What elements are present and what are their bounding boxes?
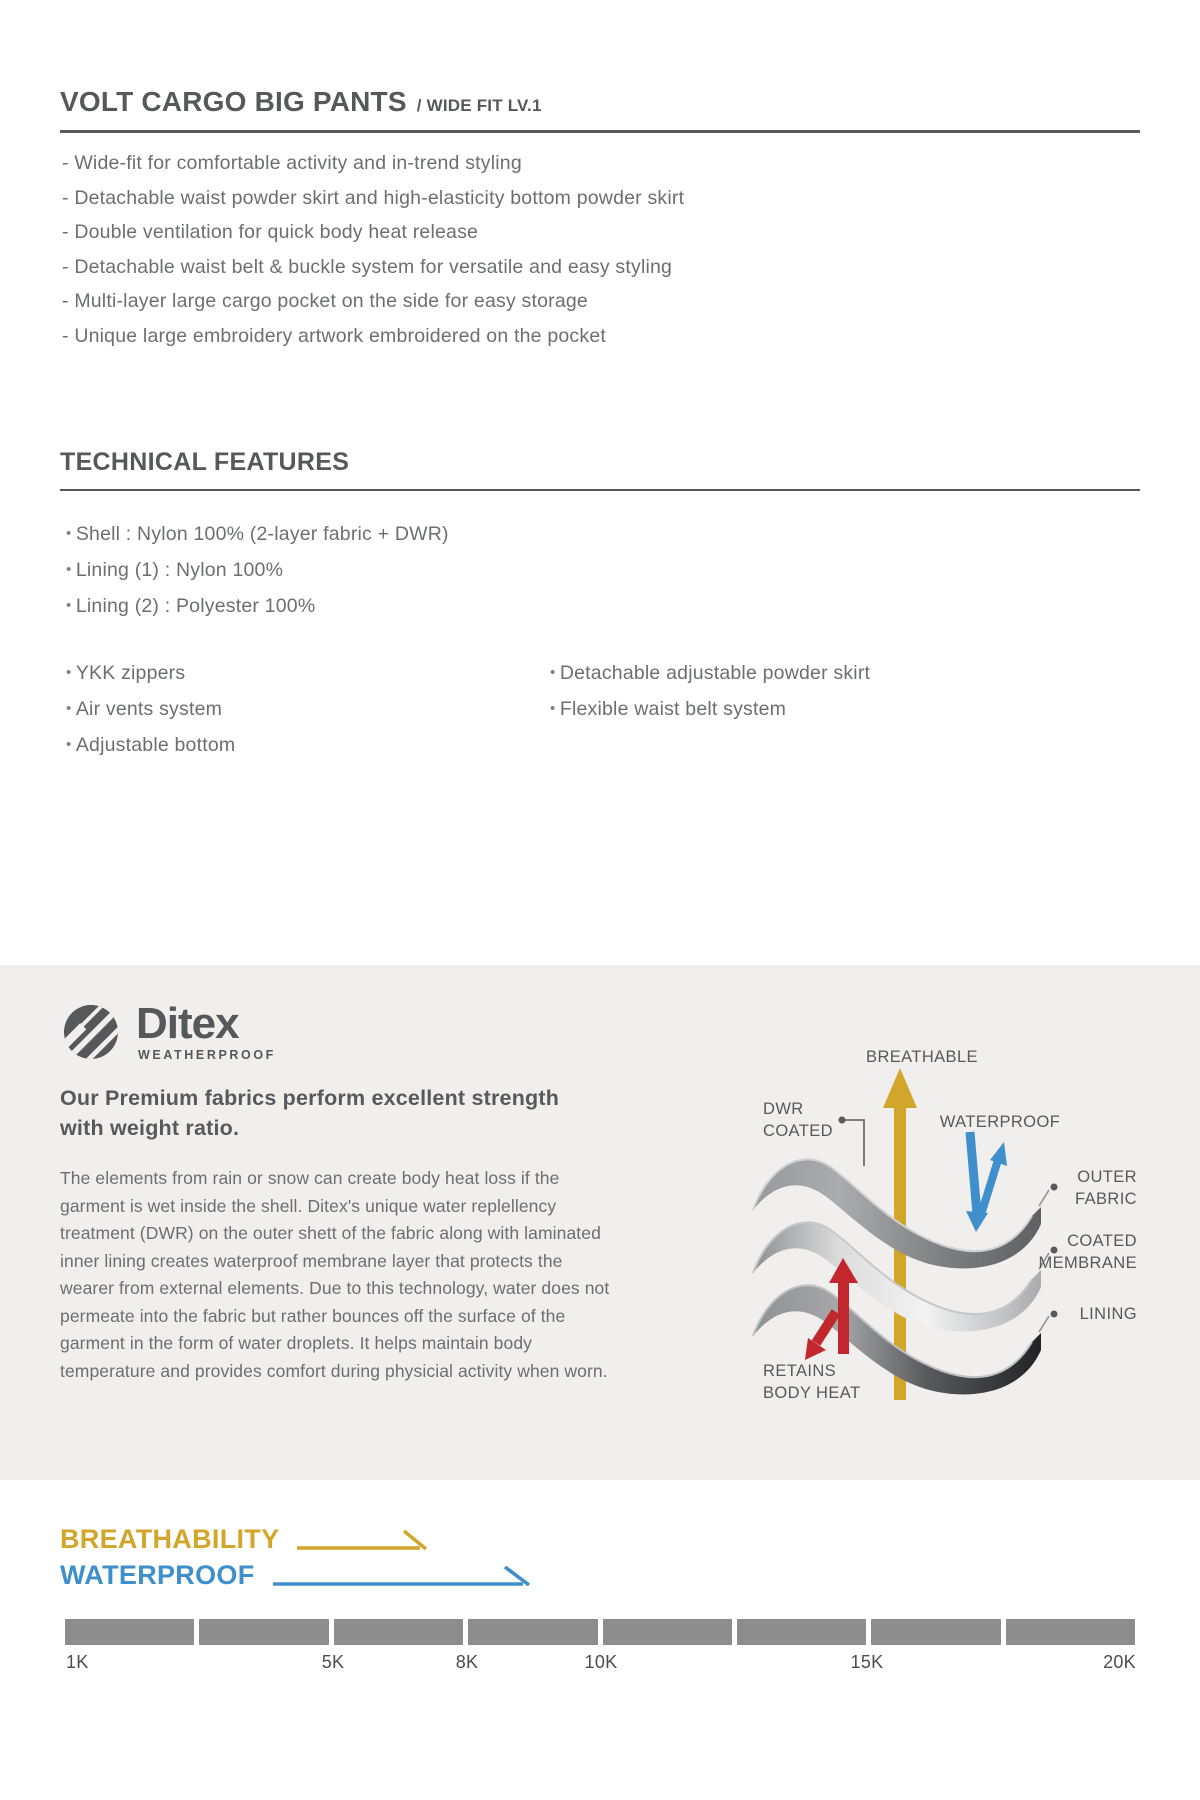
dwr-coated-label: COATED (763, 1122, 833, 1140)
ditex-brand-text (136, 999, 276, 1062)
breathability-row (60, 1521, 445, 1557)
material-item: • Lining (2) : Polyester 100% (66, 588, 449, 624)
details-list-right (550, 655, 870, 727)
coated-membrane-label: COATED (1067, 1232, 1137, 1250)
dwr-coated-label: DWR (763, 1100, 804, 1118)
scale-segment (1006, 1619, 1135, 1645)
fabric-layers-diagram (640, 1020, 1160, 1420)
ditex-logo-icon (62, 1003, 120, 1061)
materials-list (66, 516, 449, 624)
ditex-brand-name: Ditex (136, 999, 239, 1048)
scale-segment (737, 1619, 866, 1645)
scale-segment (334, 1619, 463, 1645)
waterproof-arrow-icon (271, 1563, 551, 1593)
feature-item: - Detachable waist belt & buckle system for versatile and easy styling (62, 250, 1062, 285)
waterproof-label: WATERPROOF (939, 1113, 1061, 1131)
breathability-label: BREATHABILITY (60, 1523, 280, 1554)
breathability-arrow-icon (295, 1527, 445, 1557)
detail-item: • YKK zippers (66, 655, 235, 691)
ditex-brand-row (62, 999, 276, 1062)
breathable-label: BREATHABLE (866, 1048, 978, 1066)
scale-segment (468, 1619, 597, 1645)
scale-tick: 5K (321, 1652, 345, 1672)
ditex-brand-tagline: WEATHERPROOF (138, 1048, 276, 1062)
scale-tick: 20K (1103, 1652, 1136, 1672)
waterproof-row (60, 1557, 551, 1593)
coated-membrane-label: MEMBRANE (1038, 1254, 1137, 1272)
details-list-left (66, 655, 235, 763)
feature-list (62, 146, 1062, 353)
product-title-block (60, 86, 1140, 133)
scale-segment (603, 1619, 732, 1645)
rating-scale-bar (65, 1619, 1135, 1645)
outer-fabric-label: OUTER (1077, 1168, 1137, 1186)
feature-item: - Unique large embroidery artwork embroidered on the pocket (62, 319, 1062, 354)
technical-features-heading: TECHNICAL FEATURES (60, 448, 1140, 491)
waterproof-label: WATERPROOF (60, 1559, 255, 1590)
retains-body-heat-label: RETAINS (763, 1362, 837, 1380)
ditex-panel (0, 965, 1200, 1480)
scale-segment (871, 1619, 1000, 1645)
waterproof-arrow (966, 1132, 1007, 1232)
scale-segment (65, 1619, 194, 1645)
scale-tick: 1K (66, 1652, 89, 1672)
outer-fabric-label: FABRIC (1075, 1190, 1137, 1208)
material-item: • Shell : Nylon 100% (2-layer fabric + DWR) (66, 516, 449, 552)
feature-item: - Multi-layer large cargo pocket on the side for easy storage (62, 284, 1062, 319)
fit-label: / WIDE FIT LV.1 (416, 96, 542, 115)
scale-tick-labels (0, 1652, 1200, 1678)
feature-item: - Wide-fit for comfortable activity and in-trend styling (62, 146, 1062, 181)
ditex-headline: Our Premium fabrics perform excellent strength with weight ratio. (60, 1086, 560, 1140)
scale-tick: 8K (455, 1652, 479, 1672)
feature-item: - Detachable waist powder skirt and high-elasticity bottom powder skirt (62, 181, 1062, 216)
detail-item: • Air vents system (66, 691, 235, 727)
detail-item: • Flexible waist belt system (550, 691, 870, 727)
scale-tick: 10K (584, 1652, 618, 1672)
ditex-body-text: The elements from rain or snow can create body heat loss if the garment is wet inside the shell. Ditex's unique water replellency treatment (DWR) on the outer shett of the fabric along with laminated inner lining creates waterproof membrane layer that protects the wearer from external elements. Due to this technology, water does not permeate into the fabric but rather bounces off the surface of the garment in the form of water droplets. It helps maintain body temperature and provides comfort during physicial activity when worn. (60, 1168, 610, 1381)
detail-item: • Detachable adjustable powder skirt (550, 655, 870, 691)
scale-segment (199, 1619, 328, 1645)
feature-item: - Double ventilation for quick body heat release (62, 215, 1062, 250)
retains-body-heat-label: BODY HEAT (763, 1384, 861, 1402)
lining-label: LINING (1079, 1305, 1137, 1323)
page-title: VOLT CARGO BIG PANTS (60, 86, 407, 117)
detail-item: • Adjustable bottom (66, 727, 235, 763)
scale-tick: 15K (850, 1652, 884, 1672)
material-item: • Lining (1) : Nylon 100% (66, 552, 449, 588)
